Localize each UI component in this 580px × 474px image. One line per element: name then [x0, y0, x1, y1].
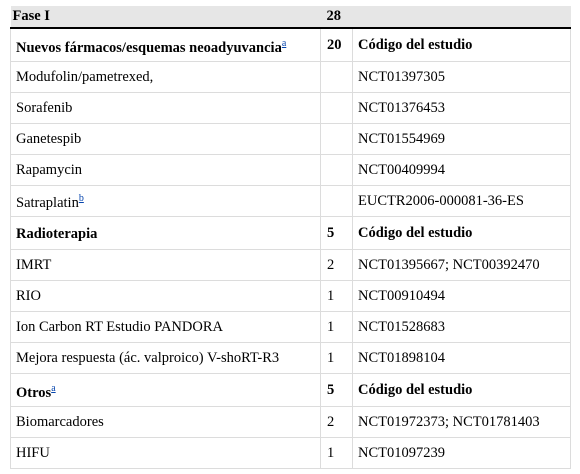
treatment-name-cell: [11, 250, 321, 281]
trial-count: 1: [321, 281, 353, 312]
clinical-trials-table: [10, 6, 571, 469]
study-code: NCT01898104: [353, 343, 571, 374]
treatment-name-cell: [11, 343, 321, 374]
treatment-name-cell: [11, 155, 321, 186]
treatment-name: HIFU: [16, 444, 50, 461]
treatment-name-cell: [11, 62, 321, 93]
table-row: [11, 186, 571, 217]
treatment-name-cell: [11, 312, 321, 343]
section-title-cell: [11, 374, 321, 407]
section-title-cell: [11, 28, 321, 62]
section-title-cell: [11, 217, 321, 250]
footnote-link[interactable]: b: [78, 193, 84, 205]
footnote-link[interactable]: a: [51, 383, 56, 395]
trial-count: [321, 155, 353, 186]
study-code: NCT01554969: [353, 124, 571, 155]
table-body: [11, 28, 571, 469]
trial-count: [321, 93, 353, 124]
table-row: [11, 124, 571, 155]
treatment-name: Modufolin/pametrexed,: [16, 68, 154, 85]
treatment-name-cell: [11, 281, 321, 312]
study-code: NCT00910494: [353, 281, 571, 312]
table-row: [11, 312, 571, 343]
table-row: [11, 281, 571, 312]
study-code-heading: Código del estudio: [353, 374, 571, 407]
trial-count: 1: [321, 343, 353, 374]
treatment-name-cell: [11, 407, 321, 438]
section-row: [11, 217, 571, 250]
treatment-name-cell: [11, 93, 321, 124]
treatment-name: RIO: [16, 287, 41, 304]
study-code-heading: Código del estudio: [353, 28, 571, 62]
treatment-name-cell: [11, 186, 321, 217]
study-code: NCT01397305: [353, 62, 571, 93]
section-title: Otros: [16, 384, 52, 401]
study-code: NCT01097239: [353, 438, 571, 469]
header-empty-cell: [353, 6, 571, 28]
footnote-marker: [51, 380, 55, 394]
section-row: [11, 374, 571, 407]
footnote-marker: [79, 190, 84, 204]
study-code: NCT00409994: [353, 155, 571, 186]
treatment-name: Biomarcadores: [16, 413, 104, 430]
trial-count: 1: [321, 312, 353, 343]
treatment-name: IMRT: [16, 256, 52, 273]
section-row: [11, 28, 571, 62]
treatment-name: Ion Carbon RT Estudio PANDORA: [16, 318, 223, 335]
table-header-row: [11, 6, 571, 28]
trial-count: [321, 124, 353, 155]
table-row: [11, 62, 571, 93]
treatment-name: Sorafenib: [16, 99, 73, 116]
trial-count: [321, 186, 353, 217]
study-code: NCT01972373; NCT01781403: [353, 407, 571, 438]
study-code: EUCTR2006-000081-36-ES: [353, 186, 571, 217]
phase-heading: Fase I: [11, 6, 321, 28]
trial-count: [321, 62, 353, 93]
study-code: NCT01395667; NCT00392470: [353, 250, 571, 281]
treatment-name: Ganetespib: [16, 130, 82, 147]
trial-count: 2: [321, 250, 353, 281]
section-count: 20: [321, 28, 353, 62]
table-row: [11, 155, 571, 186]
study-code-heading: Código del estudio: [353, 217, 571, 250]
section-count: 5: [321, 374, 353, 407]
study-code: NCT01528683: [353, 312, 571, 343]
trial-count: 1: [321, 438, 353, 469]
table-row: [11, 250, 571, 281]
table-row: [11, 407, 571, 438]
study-code: NCT01376453: [353, 93, 571, 124]
table-row: [11, 438, 571, 469]
treatment-name-cell: [11, 124, 321, 155]
section-title: Nuevos fármacos/esquemas neoadyuvancia: [16, 39, 282, 56]
section-title: Radioterapia: [16, 225, 98, 242]
section-count: 5: [321, 217, 353, 250]
phase-total-count: 28: [321, 6, 353, 28]
footnote-link[interactable]: a: [281, 38, 287, 50]
table-row: [11, 93, 571, 124]
treatment-name-cell: [11, 438, 321, 469]
treatment-name: Satraplatin: [16, 194, 79, 211]
treatment-name: Mejora respuesta (ác. valproico) V-shoRT-R3: [16, 349, 280, 366]
footnote-marker: [282, 35, 286, 49]
table-row: [11, 343, 571, 374]
trial-count: 2: [321, 407, 353, 438]
treatment-name: Rapamycin: [16, 161, 83, 178]
